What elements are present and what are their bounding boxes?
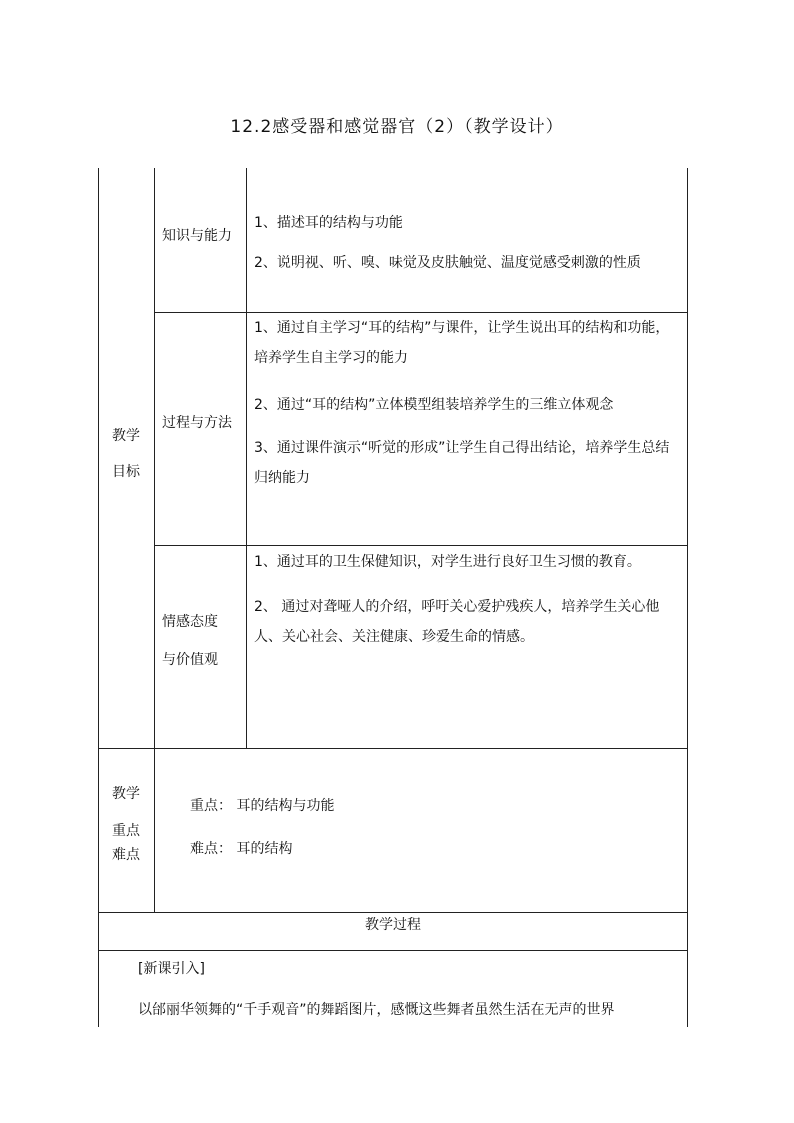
key-point: 重点： 耳的结构与功能 [190, 798, 335, 814]
process-item-3: 3、通过课件演示“听觉的形成”让学生自己得出结论，培养学生总结归纳能力 [254, 440, 670, 486]
table-row-divider [98, 950, 688, 951]
knowledge-item-2: 2、说明视、听、嗅、味觉及皮肤触觉、温度觉感受刺激的性质 [254, 255, 641, 271]
focus-label-line1: 教学 [112, 786, 140, 802]
table-row-divider [98, 748, 688, 749]
process-label: 过程与方法 [162, 415, 232, 431]
intro-label: [新课引入] [138, 961, 205, 977]
page-title: 12.2感受器和感觉器官（2）（教学设计） [230, 117, 564, 137]
intro-text: 以邰丽华领舞的“千手观音”的舞蹈图片，感慨这些舞者虽然生活在无声的世界 [138, 1002, 615, 1018]
table-divider-col2 [246, 168, 247, 748]
emotion-label-line2: 与价值观 [162, 652, 218, 668]
table-row-divider [154, 545, 688, 546]
process-item-1: 1、通过自主学习“耳的结构”与课件，让学生说出耳的结构和功能，培养学生自主学习的能力 [254, 320, 670, 366]
emotion-label-line1: 情感态度 [162, 614, 218, 630]
focus-label-line3: 难点 [112, 847, 140, 863]
table-border-left [98, 168, 99, 1027]
difficult-point: 难点： 耳的结构 [190, 841, 293, 857]
process-header: 教学过程 [365, 917, 421, 933]
table-divider-col1 [154, 168, 155, 912]
table-border-right [687, 168, 688, 1027]
goals-label-line1: 教学 [112, 428, 140, 444]
knowledge-label: 知识与能力 [162, 228, 232, 244]
process-item-2: 2、通过“耳的结构”立体模型组装培养学生的三维立体观念 [254, 397, 614, 413]
goals-label-line2: 目标 [112, 464, 140, 480]
focus-label-line2: 重点 [112, 823, 140, 839]
emotion-item-1: 1、通过耳的卫生保健知识，对学生进行良好卫生习惯的教育。 [254, 554, 641, 570]
table-row-divider [98, 912, 688, 913]
knowledge-item-1: 1、描述耳的结构与功能 [254, 215, 403, 231]
emotion-item-2: 2、 通过对聋哑人的介绍，呼吁关心爱护残疾人，培养学生关心他人、关心社会、关注健康、珍爱生命的情感。 [254, 599, 660, 645]
